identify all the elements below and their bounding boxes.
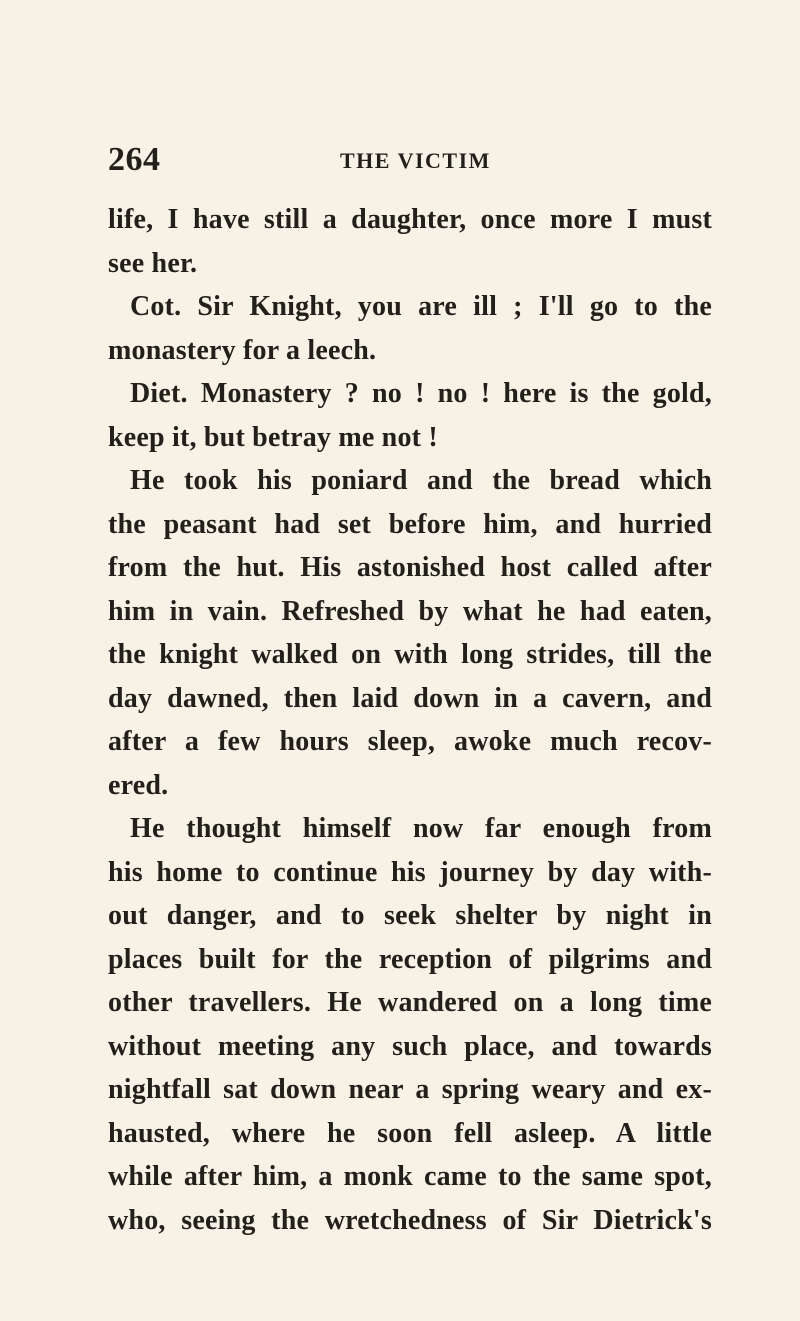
text-line: ered. [108,769,169,801]
page-header [108,140,712,180]
text-line: keep it, but betray me not ! [108,421,438,453]
text-line: places built for the reception of pilgrims and [108,943,712,975]
page-body [108,198,712,1242]
text-line: the peasant had set before him, and hurried [108,508,712,540]
text-line: monastery for a leech. [108,334,377,366]
running-title: THE VICTIM [340,148,491,173]
text-line: who, seeing the wretchedness of Sir Dietrick's [108,1204,712,1236]
text-line: nightfall sat down near a spring weary and ex- [108,1074,712,1105]
page-number: 264 [108,141,161,178]
text-line: out danger, and to seek shelter by night in [108,900,712,931]
text-line: his home to continue his journey by day with- [108,856,712,888]
text-line: He thought himself now far enough from [130,813,712,844]
text-line: from the hut. His astonished host called after [108,552,712,583]
text-line: see her. [108,247,198,279]
text-line: without meeting any such place, and towards [108,1030,712,1062]
text-line: He took his poniard and the bread which [130,465,712,496]
text-line: Cot. Sir Knight, you are ill ; I'll go to the [130,291,712,322]
text-line: Diet. Monastery ? no ! no ! here is the gold, [130,378,712,409]
text-line: day dawned, then laid down in a cavern, and [108,682,712,714]
text-line: while after him, a monk came to the same spot, [108,1161,712,1192]
text-line: him in vain. Refreshed by what he had eaten, [108,595,712,627]
text-line: life, I have still a daughter, once more I must [108,204,712,235]
text-line: hausted, where he soon fell asleep. A little [108,1117,712,1149]
text-line: after a few hours sleep, awoke much recov- [108,726,712,757]
text-line: other travellers. He wandered on a long time [108,987,712,1018]
text-line: the knight walked on with long strides, till the [108,639,712,670]
